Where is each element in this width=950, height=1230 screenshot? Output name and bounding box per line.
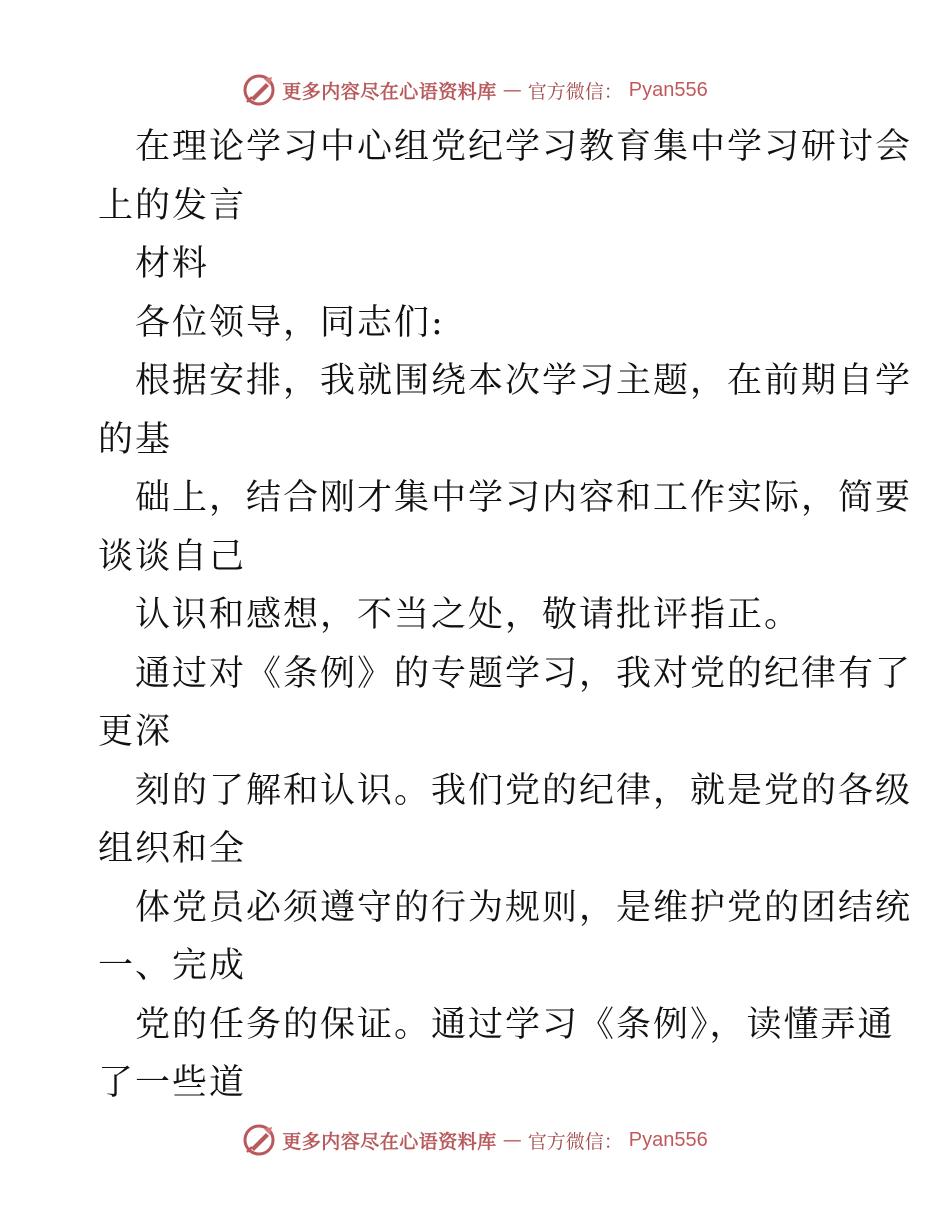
text-line: 更深 — [98, 712, 173, 752]
watermark-header — [0, 70, 950, 110]
watermark-footer — [0, 1120, 950, 1160]
text-line: 础上，结合刚才集中学习内容和工作实际，简要 — [135, 478, 913, 518]
text-line: 材料 — [135, 244, 210, 284]
watermark-dash: — — [502, 1129, 522, 1151]
text-line: 组织和全 — [98, 829, 247, 869]
watermark-wechat-id: Pyan556 — [628, 1128, 708, 1151]
watermark-wechat-id: Pyan556 — [628, 78, 708, 101]
quill-pen-logo-icon — [242, 1123, 276, 1157]
document-body — [98, 118, 913, 1113]
text-line: 上的发言 — [98, 185, 247, 226]
text-line: 的基 — [98, 419, 173, 460]
text-line: 根据安排，我就围绕本次学习主题，在前期自学 — [135, 361, 913, 401]
watermark-label: 官方微信： — [527, 80, 623, 103]
text-line: 谈谈自己 — [98, 536, 247, 577]
text-line: 党的任务的保证。通过学习《条例》，读懂弄通 — [135, 1004, 895, 1045]
text-line: 了一些道 — [98, 1063, 247, 1103]
text-line: 一、完成 — [98, 946, 247, 986]
watermark-label: 官方微信： — [527, 1130, 623, 1153]
quill-pen-logo-icon — [242, 73, 276, 107]
text-line: 各位领导，同志们: — [135, 302, 445, 343]
watermark-dash: — — [502, 79, 522, 101]
text-line: 刻的了解和认识。我们党的纪律，就是党的各级 — [135, 770, 913, 811]
text-line: 认识和感想，不当之处，敬请批评指正。 — [135, 595, 802, 635]
text-line: 体党员必须遵守的行为规则，是维护党的团结统 — [135, 887, 913, 928]
text-line: 通过对《条例》的专题学习，我对党的纪律有了 — [135, 653, 913, 694]
watermark-text: 更多内容尽在心语资料库 — [282, 1130, 497, 1153]
watermark-text: 更多内容尽在心语资料库 — [282, 80, 497, 103]
text-line: 在理论学习中心组党纪学习教育集中学习研讨会 — [135, 127, 913, 167]
